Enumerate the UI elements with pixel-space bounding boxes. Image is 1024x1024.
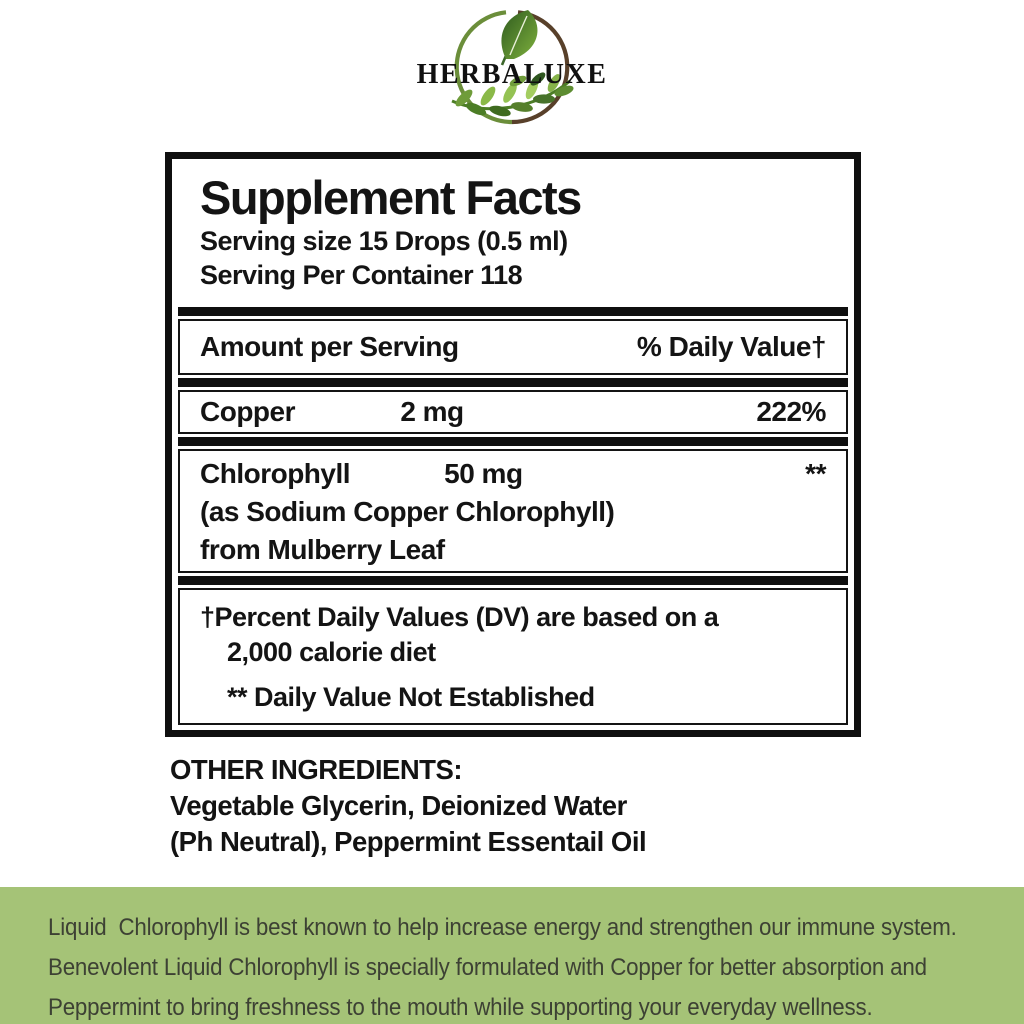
column-header-row [178,319,848,375]
nutrient-detail: (as Sodium Copper Chlorophyll) [200,496,615,527]
nutrient-detail: from Mulberry Leaf [200,534,445,565]
nutrient-name: Copper [200,396,295,427]
nutrient-amount: 2 mg [400,396,464,427]
supplement-facts-panel [165,152,861,737]
brand-name: HERBALUXE [416,59,608,90]
thick-rule [178,307,848,316]
thick-rule [178,378,848,387]
thick-rule [178,437,848,446]
other-ingredients-line: (Ph Neutral), Peppermint Essentail Oil [170,826,647,857]
amount-per-serving-header: Amount per Serving [200,331,459,362]
other-ingredients-line: Vegetable Glycerin, Deionized Water [170,790,627,821]
nutrient-daily-value: 222% [756,396,826,427]
description-band [0,887,1024,1024]
supplement-facts-title: Supplement Facts [200,171,581,224]
other-ingredients-heading: OTHER INGREDIENTS: [170,754,462,785]
table-row-chlorophyll [178,449,848,573]
description-line: Peppermint to bring freshness to the mouth while supporting your everyday wellness. [48,994,873,1021]
nutrient-name: Chlorophyll [200,458,351,489]
nutrient-amount: 50 mg [444,458,523,489]
brand-logo [406,0,618,140]
description-line: Benevolent Liquid Chlorophyll is specially formulated with Copper for better absorption and [48,954,927,981]
daily-value-header: % Daily Value† [636,331,826,362]
other-ingredients [170,752,646,860]
supplement-facts-header [178,164,848,304]
daily-value-footnote: †Percent Daily Values (DV) are based on a 2,000 calorie diet [200,602,719,667]
serving-size: Serving size 15 Drops (0.5 ml) [200,226,568,256]
description-line: Liquid Chlorophyll is best known to help increase energy and strengthen our immune system. [48,914,957,941]
footnotes-section [178,588,848,725]
nutrient-daily-value: ** [805,458,826,489]
servings-per-container: Serving Per Container 118 [200,260,523,290]
thick-rule [178,576,848,585]
table-row-copper [178,390,848,434]
not-established-footnote: ** Daily Value Not Established [227,682,595,712]
leaf-icon [501,10,537,65]
